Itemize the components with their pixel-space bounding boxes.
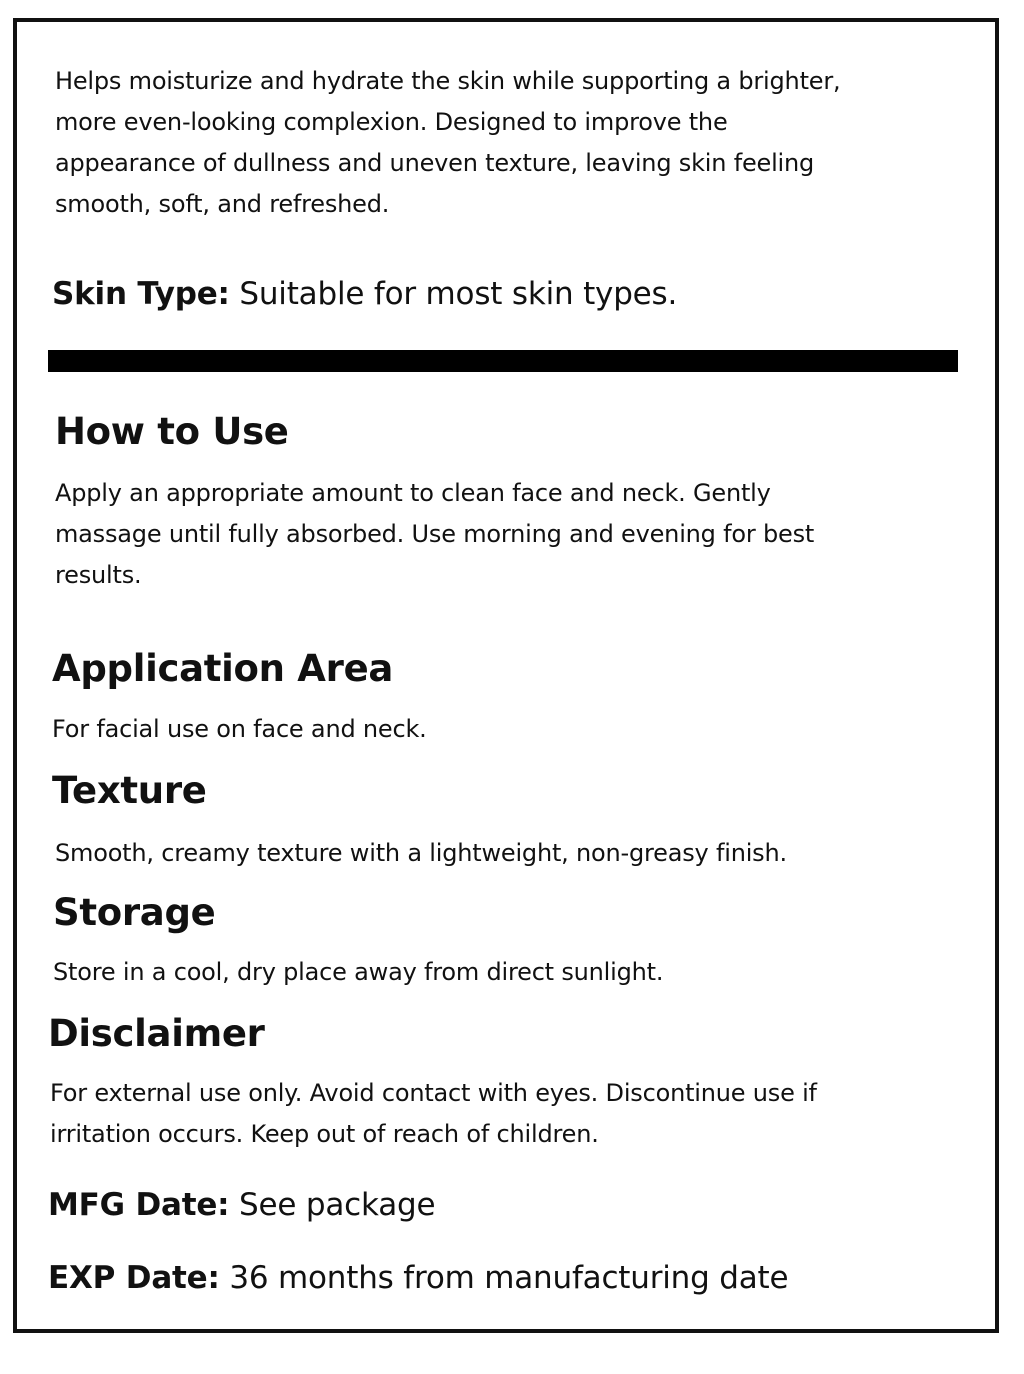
exp-date-label: EXP Date:: [48, 1260, 220, 1296]
texture-text: Smooth, creamy texture with a lightweight, non-greasy finish.: [55, 839, 787, 867]
application-area-heading: Application Area: [52, 647, 394, 690]
skin-type-value: Suitable for most skin types.: [229, 276, 678, 312]
disclaimer-heading: Disclaimer: [48, 1012, 265, 1055]
exp-date-value: 36 months from manufacturing date: [219, 1260, 789, 1296]
storage-text: Store in a cool, dry place away from direct sunlight.: [53, 958, 664, 986]
mfg-date-label: MFG Date:: [48, 1187, 230, 1223]
disclaimer-line-2: irritation occurs. Keep out of reach of children.: [50, 1120, 599, 1148]
skin-type-row: [52, 272, 677, 316]
skin-type-label: Skin Type:: [52, 276, 230, 312]
disclaimer-line-1: For external use only. Avoid contact with eyes. Discontinue use if: [50, 1079, 817, 1107]
how-to-use-line-2: massage until fully absorbed. Use morning and evening for best: [55, 520, 815, 548]
description-line-3: appearance of dullness and uneven texture, leaving skin feeling: [55, 149, 815, 177]
exp-date-row: [48, 1256, 788, 1300]
section-divider-bar: [48, 350, 958, 372]
application-area-text: For facial use on face and neck.: [52, 715, 427, 743]
mfg-date-row: [48, 1183, 435, 1227]
storage-heading: Storage: [53, 891, 216, 934]
how-to-use-line-1: Apply an appropriate amount to clean face and neck. Gently: [55, 479, 771, 507]
mfg-date-value: See package: [229, 1187, 436, 1223]
how-to-use-heading: How to Use: [55, 410, 289, 453]
texture-heading: Texture: [52, 769, 207, 812]
how-to-use-line-3: results.: [55, 561, 142, 589]
description-line-4: smooth, soft, and refreshed.: [55, 190, 390, 218]
description-line-2: more even-looking complexion. Designed to improve the: [55, 108, 728, 136]
description-line-1: Helps moisturize and hydrate the skin while supporting a brighter,: [55, 67, 841, 95]
